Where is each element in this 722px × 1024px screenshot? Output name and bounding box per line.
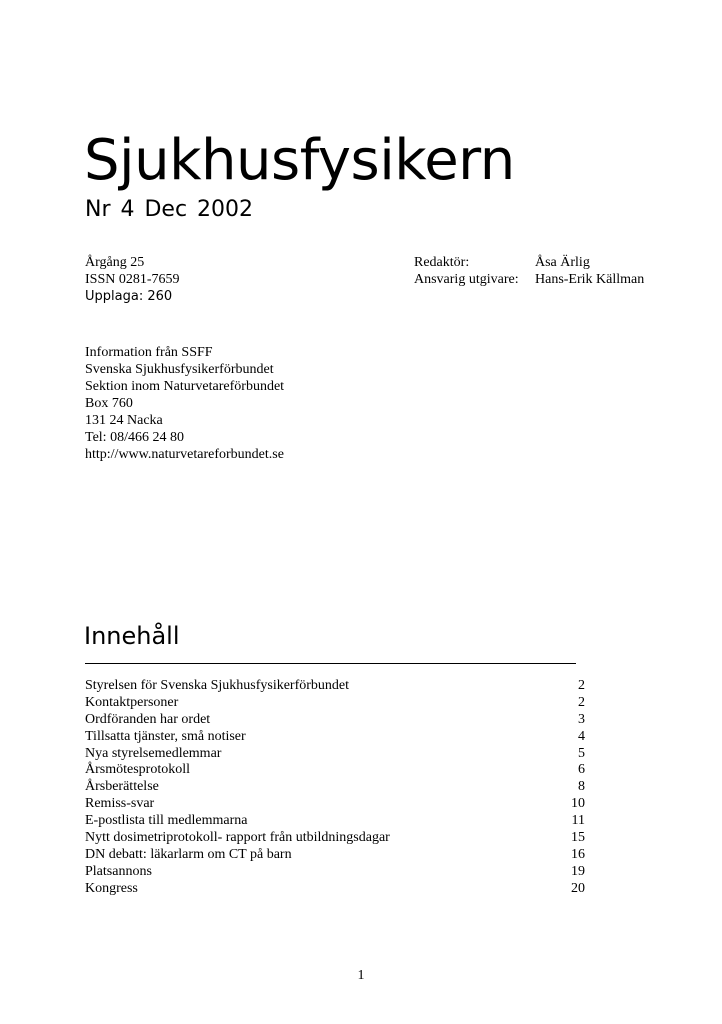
toc-item-page: 10 [571, 796, 585, 812]
editor-label: Redaktör: [414, 255, 470, 270]
toc-item-page: 6 [578, 762, 585, 778]
info-line: 131 24 Nacka [85, 413, 163, 428]
staff-labels [414, 254, 519, 288]
toc-item-page: 5 [578, 745, 585, 761]
toc-heading: Innehåll [84, 622, 180, 650]
toc-item-page: 8 [578, 779, 585, 795]
toc-item-title: Kontaktpersoner [85, 694, 179, 710]
info-line: Sektion inom Naturvetareförbundet [85, 379, 285, 394]
issn-line: ISSN 0281-7659 [85, 272, 180, 287]
info-line: Information från SSFF [85, 345, 213, 360]
toc-row [85, 796, 585, 813]
publication-details [85, 254, 180, 305]
toc-item-title: E-postlista till medlemmarna [85, 813, 248, 829]
toc-row [85, 779, 585, 796]
toc-item-title: Årsberättelse [85, 779, 159, 795]
info-line: Box 760 [85, 396, 133, 411]
staff-names [535, 254, 644, 288]
toc-item-title: Tillsatta tjänster, små notiser [85, 728, 246, 744]
info-line: Svenska Sjukhusfysikerförbundet [85, 362, 274, 377]
publisher-label: Ansvarig utgivare: [414, 272, 519, 287]
website-url: http://www.naturvetareforbundet.se [85, 447, 284, 462]
toc-item-title: Kongress [85, 880, 138, 896]
editor-name: Åsa Ärlig [535, 255, 590, 270]
toc-item-title: DN debatt: läkarlarm om CT på barn [85, 846, 292, 862]
toc-row [85, 830, 585, 847]
page-number: 1 [357, 968, 365, 983]
toc-item-page: 11 [571, 813, 585, 829]
toc-row [85, 729, 585, 746]
toc-item-page: 3 [578, 711, 585, 727]
toc-item-page: 16 [571, 846, 585, 862]
toc-item-title: Platsannons [85, 863, 152, 879]
toc-row [85, 813, 585, 830]
toc-item-page: 4 [578, 728, 585, 744]
toc-divider [85, 663, 576, 664]
toc-item-title: Ordföranden har ordet [85, 711, 211, 727]
toc-row [85, 678, 585, 695]
toc-item-title: Nya styrelsemedlemmar [85, 745, 222, 761]
info-line: Tel: 08/466 24 80 [85, 430, 184, 445]
toc-item-title: Nytt dosimetriprotokoll- rapport från utbildningsdagar [85, 830, 390, 846]
toc-row [85, 746, 585, 763]
toc-item-page: 20 [571, 880, 585, 896]
toc-row [85, 847, 585, 864]
toc-item-page: 19 [571, 863, 585, 879]
toc-row [85, 695, 585, 712]
circulation-line: Upplaga: 260 [85, 289, 173, 304]
issue-line: Nr 4 Dec 2002 [85, 197, 254, 222]
toc-row [85, 762, 585, 779]
toc-row [85, 712, 585, 729]
toc-item-page: 15 [571, 830, 585, 846]
toc-row [85, 864, 585, 881]
volume-line: Årgång 25 [85, 255, 145, 270]
document-title: Sjukhusfysikern [84, 128, 515, 193]
toc-item-title: Styrelsen för Svenska Sjukhusfysikerförbundet [85, 678, 350, 693]
toc-item-page: 2 [578, 694, 585, 710]
toc-item-title: Remiss-svar [85, 796, 155, 812]
toc-item-page: 2 [578, 678, 585, 693]
toc-row [85, 881, 585, 898]
table-of-contents [85, 678, 585, 898]
contact-info-block [85, 344, 284, 463]
toc-item-title: Årsmötesprotokoll [85, 762, 190, 778]
publisher-name: Hans-Erik Källman [535, 272, 645, 287]
